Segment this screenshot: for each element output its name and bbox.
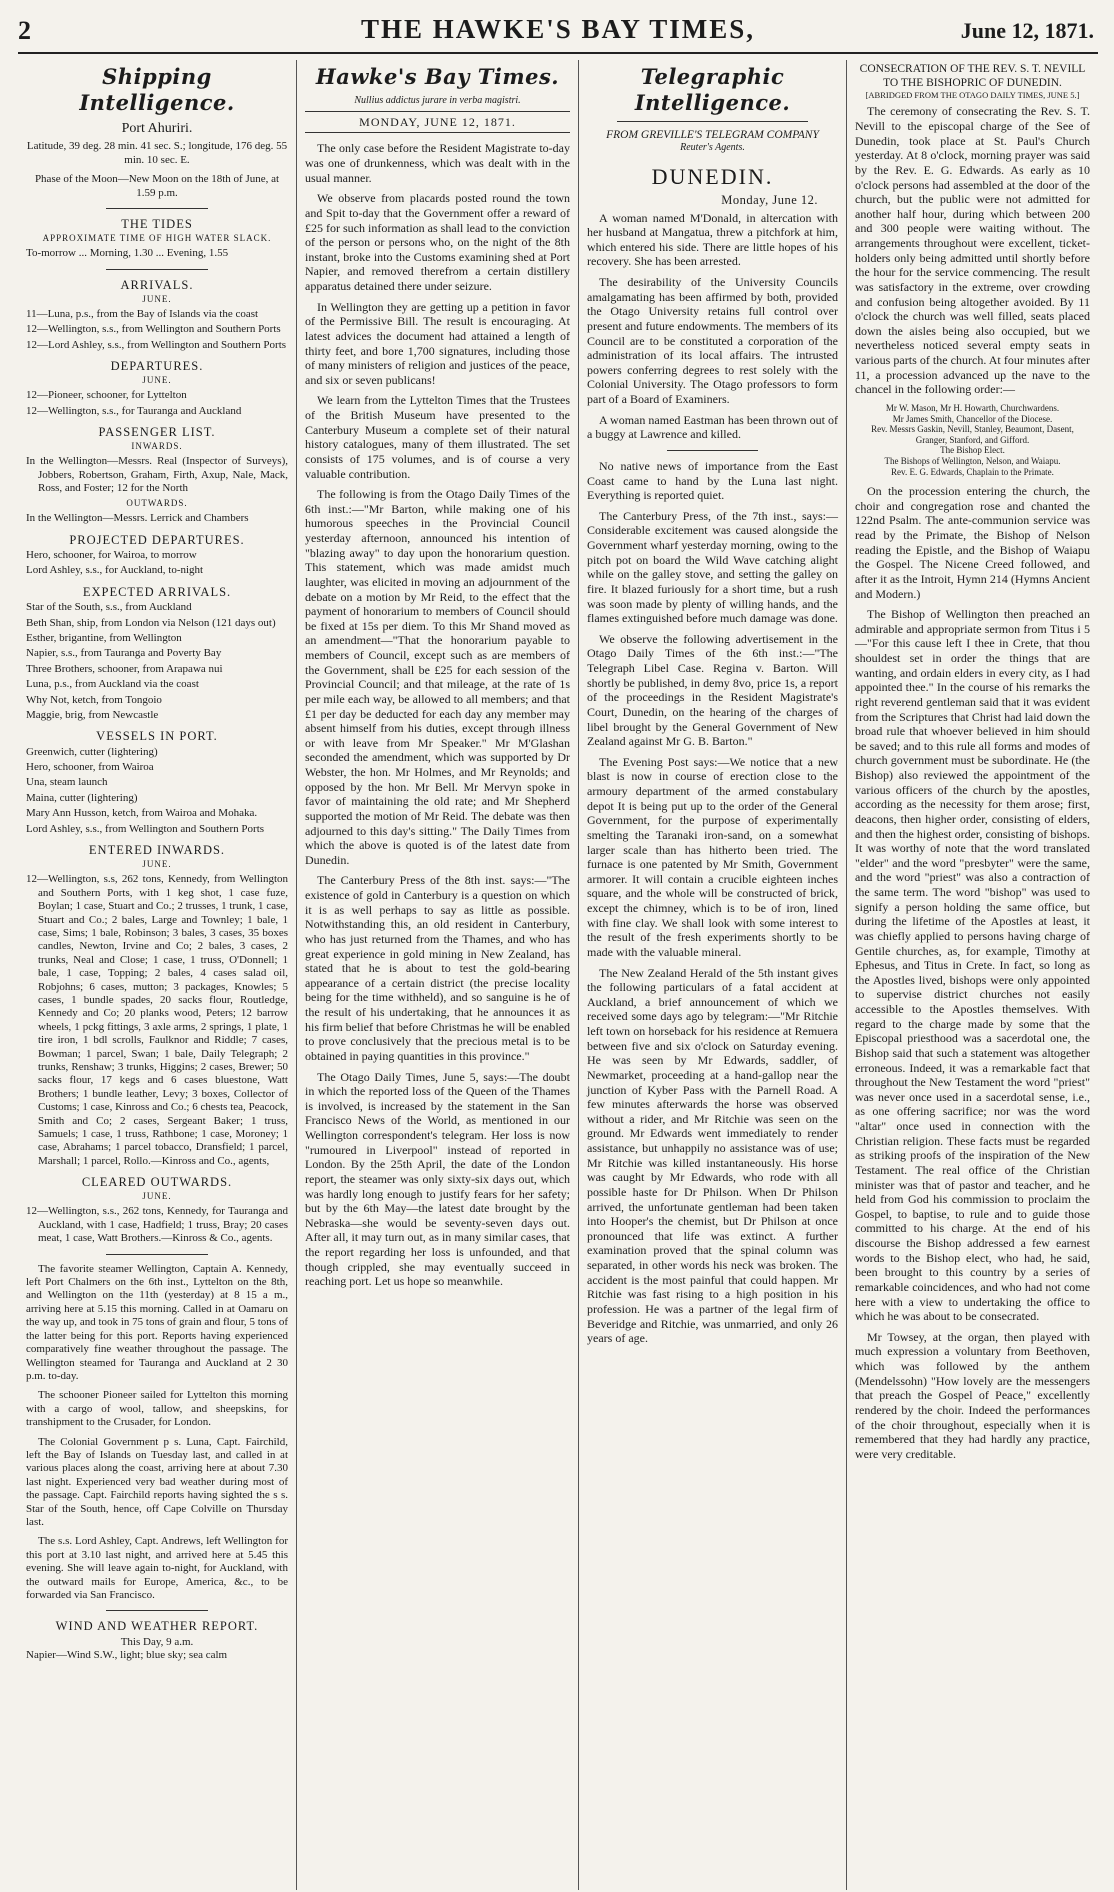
newspaper-title: THE HAWKE'S BAY TIMES, (360, 14, 756, 44)
paragraph: A woman named M'Donald, in altercation with her husband at Mangatua, threw a pitchfork at him, which entered his side. There are little hopes of his recovery. She has been arrested. (587, 210, 838, 269)
departures-month: JUNE. (142, 375, 172, 386)
list-item: Hero, schooner, for Wairoa, to morrow (26, 549, 197, 562)
paragraph: The desirability of the University Councils amalgamating has been affirmed by both, provided the Otago University retains full control over present and future endowments. The members of its Council are to be constituted a corporation of the administration of its local affairs. The intrusted powers conferring degrees to rest solely with the Colonial University. The Otago professors to form part of a Board of Examiners. (587, 275, 838, 406)
paragraph: Mr Towsey, at the organ, then played with much expression a voluntary from Beethoven, which was followed by the anthem (Mendelssohn) "How lovely are the messengers that preach the Gospel of Peace," excellently rendered by the choir. Indeed the performances of the choir throughout, especially when it is remembered that they had hardly any practice, were very creditable. (855, 1329, 1090, 1461)
editorial-dateline: MONDAY, JUNE 12, 1871. (305, 111, 570, 134)
port-position: Latitude, 39 deg. 28 min. 41 sec. S.; longitude, 176 deg. 55 min. 10 sec. E. (26, 140, 288, 166)
list-item: 12—Wellington, s.s., for Tauranga and Auckland (26, 404, 242, 417)
list-item: Rev. E. G. Edwards, Chaplain to the Primate. (891, 466, 1054, 477)
telegram-agents: Reuter's Agents. (680, 142, 745, 154)
shipping-news: The favorite steamer Wellington, Captain A. Kennedy, left Port Chalmers on the 6th inst., Lyttelton on the 8th, and Wellington on the 11th (yesterday) at 8 15 a m., arriving here at 5.15 this morning. Called in at Oamaru on the way up, and took in 75 tons of grain and flour, 5 tons of the latter being for this port. Reports having experienced comparatively fine weather throughout the passage. The Wellington steamed for Tauranga and Auckland at 2 30 p.m. to-day. (26, 1262, 288, 1382)
list-item: Maggie, brig, from Newcastle (26, 708, 159, 721)
column-telegraphic (578, 60, 846, 1890)
list-item: Mr James Smith, Chancellor of the Diocese. (892, 413, 1053, 424)
list-item: Three Brothers, schooner, from Arapawa nui (26, 662, 223, 675)
list-item: Greenwich, cutter (lightering) (26, 745, 158, 758)
procession-list (855, 403, 1090, 477)
list-item: 12—Pioneer, schooner, for Lyttelton (26, 389, 187, 402)
motto: Nullius addictus jurare in verba magistri. (354, 94, 521, 106)
divider (667, 450, 758, 451)
shipping-news: The s.s. Lord Ashley, Capt. Andrews, left Wellington for this port at 3.10 last night, and arrived here at 5.45 this evening. She will leave again to-night, for Auckland, with the outward mails for Europe, America, &c., to be forwarded via San Francisco. (26, 1535, 288, 1602)
list-item: Rev. Messrs Gaskin, Nevill, Stanley, Beaumont, Dasent, Granger, Stanford, and Gifford. (871, 424, 1074, 445)
tides-title: THE TIDES (121, 216, 193, 231)
expected-title: EXPECTED ARRIVALS. (82, 584, 232, 599)
entered-text: 12—Wellington, s.s, 262 tons, Kennedy, from Wellington and Southern Ports, with 1 keg shot, 1 case fuze, Boylan; 1 case, Stuart and Co.; 2 trusses, 1 trunk, 1 case, Stuart and Co.; 2 bales, Large and Townley; 1 bale, 1 case, Sims; 1 bale, Robinson; 3 bales, 3 cases, 35 boxes candles, Newton, Irvine and Co; 2 bales, 3 cases, 2 trunks, Neal and Close; 1 case, 1 truss, O'Donnell; 1 bale, 1 case, Topping; 2 bales, 4 cases salad oil, Robjohns; 6 cases, mutton; 3 packages, Knowles; 5 cases, 1 bundle spades, 20 sacks flour, Routledge, Kennedy and Co; 20 planks wood, Peters; 12 barrow wheels, 1 pckg fittings, 3 axle arms, 2 springs, 1 plate, 1 tire iron, 1 bdl scrolls, Faulknor and Riddle; 7 cases, Bowman; 1 parcel, Swan; 1 bale, Daily Telegraph; 2 trunks, Renshaw; 3 trunks, Higgins; 2 cases, Brewer; 50 sacks flour, 17 kegs and 6 cases bluestone, Watt Brothers; 1 bundle leather, Levy; 3 boxes, Collector of Customs; 1 case, Kinross and Co.; 6 chests tea, Peacock, Smith and Co; 2 cases, Sergeant Baker; 1 truss, Samuels; 1 case, 1 truss, Rathbone; 1 case, Moroney; 1 case, Abrahams; 1 parcel tobacco, Dransfield; 1 parcel, Marshall; 1 parcel, Rollo.—Kinross and Co., agents, (26, 873, 288, 1167)
passenger-out-text: In the Wellington—Messrs. Lerrick and Chambers (26, 512, 249, 525)
list-item: Lord Ashley, s.s., for Auckland, to-night (26, 564, 204, 577)
list-item: Star of the South, s.s., from Auckland (26, 601, 192, 614)
list-item: Napier, s.s., from Tauranga and Poverty Bay (26, 647, 222, 660)
passenger-in-text: In the Wellington—Messrs. Real (Inspector of Surveys), Jobbers, Robertson, Graham, Firth, Axup, Nale, Mack, Ross, and Foster; 12 for the North (26, 455, 288, 495)
list-item: Hero, schooner, from Wairoa (26, 761, 154, 774)
paragraph: The ceremony of consecrating the Rev. S. T. Nevill to the episcopal charge of the See of Dunedin, took place at St. Paul's Church yesterday. At 8 o'clock, morning prayer was said by the Rev. E. G. Edwards. As early as 10 o'clock persons had assembled at the door of the church, but the public were not admitted for another half hour, during which between 200 and 300 people were waiting without. The arrangements throughout were excellent, ticket-holders only being admitted until shortly before the hour for the service commencing. The result was satisfactory in the extreme, over crowding and confusion being altogether avoided. By 11 o'clock the church was well filled, seats placed down the aisles being also occupied, but we nevertheless noticed several empty seats in various parts of the church. At four minutes after 11, a procession advanced up the nave to the chancel in the following order:— (855, 104, 1090, 397)
list-item: 11—Luna, p.s., from the Bay of Islands via the coast (26, 307, 259, 320)
projected-title: PROJECTED DEPARTURES. (69, 532, 245, 547)
telegraphic-heading: Telegraphic Intelligence. (634, 64, 791, 115)
paragraph: In Wellington they are getting up a petition in favor of the Permissive Bill. The result is encouraging. At latest advices the document had attained a length of thirty feet, and bore 1,700 signatures, including those of many ministers of religion and justices of the peace, and six or seven publicans! (305, 299, 570, 387)
paragraph: A woman named Eastman has been thrown out of a buggy at Lawrence and killed. (587, 412, 838, 442)
divider (106, 269, 208, 270)
list-item: Una, steam launch (26, 776, 108, 789)
shipping-heading: Shipping Intelligence. (79, 64, 235, 115)
cleared-text: 12—Wellington, s.s., 262 tons, Kennedy, for Tauranga and Auckland, with 1 case, Hadfield; 1 truss, Bray; 20 cases meat, 1 case, Watt Brothers.—Kinross & Co., agents. (26, 1205, 288, 1245)
list-item: 12—Lord Ashley, s.s., from Wellington and Southern Ports (26, 338, 287, 351)
paragraph: The Otago Daily Times, June 5, says:—The doubt in which the reported loss of the Queen of the Thames is involved, is increased by the statement in the San Francisco News of the World, as mentioned in our Wellington correspondent's telegram. Her loss is now "rumoured in Liverpool" instead of reported in London. By the 25th April, the date of the London report, the steamer was only sixty-six days out, which was hardly long enough to justify fears for her safety; but by the 6th May—the latest date brought by the Nebraska—she would be seventy-seven days out. After all, it may turn out, as in many similar cases, that the report regarding her loss is unfounded, and that though crippled, she may eventually succeed in reaching port. Let us hope so meanwhile. (305, 1069, 570, 1289)
tides-subtitle: APPROXIMATE TIME OF HIGH WATER SLACK. (42, 233, 272, 244)
list-item: Lord Ashley, s.s., from Wellington and Southern Ports (26, 822, 265, 835)
divider (106, 208, 208, 209)
passenger-inwards: INWARDS. (131, 441, 183, 452)
divider (617, 121, 808, 122)
column-consecration (846, 60, 1098, 1890)
list-item: The Bishops of Wellington, Nelson, and Waiapu. (884, 455, 1061, 466)
paragraph: The Canterbury Press, of the 7th inst., says:—Considerable excitement was caused alongside the Government wharf yesterday morning, owing to the pitch pot on board the Wild Wave catching alight while on the galley stove, and setting the galley on fire. It blazed furiously for a short time, but a rush was soon made by plenty of willing hands, and the flames extinguished before much damage was done. (587, 508, 838, 626)
list-item: Mary Ann Husson, ketch, from Wairoa and Mohaka. (26, 807, 258, 820)
list-item: Beth Shan, ship, from London via Nelson (121 days out) (26, 616, 276, 629)
paragraph: We observe the following advertisement in the Otago Daily Times of the 6th inst.:—"The Telegraph Libel Case. Regina v. Barton. Will shortly be published, in demy 8vo, price 1s, a report of the proceedings in the Resident Magistrate's Court, Dunedin, on the hearing of the charges of libel brought by the General Government of New Zealand against Mr G. B. Barton." (587, 631, 838, 749)
divider (106, 1254, 208, 1255)
list-item: The Bishop Elect. (940, 445, 1005, 456)
telegram-date: Monday, June 12. (721, 193, 818, 208)
passenger-title: PASSENGER LIST. (98, 425, 216, 440)
paragraph: The New Zealand Herald of the 5th instant gives the following particulars of a fatal accident at Auckland, a brief announcement of which we received some days ago by telegram:—"Mr Ritchie left town on horseback for his residence at Remuera between five and six o'clock on Saturday evening. He was seen by Mr Edwards, saddler, of Newmarket, proceeding at a hand-gallop near the junction of Kyber Pass with the Parnell Road. A few minutes afterwards the horse was observed without a rider, and Mr Ritchie was seen on the ground. Mr Edwards went immediately to render assistance, but unhappily no assistance was of use; Mr Ritchie was killed instantaneously. His horse was caught by Mr Edwards, who rode with all possible haste for Dr Philson. When Dr Philson arrived, the unfortunate gentleman had been taken into Hooper's the chemist, but Dr Philson at once pronounced that life was extinct. A further examination proved that the spinal column was separated, in other words his neck was broken. The accident is the most painful that could happen. Mr Ritchie was fast rising to a high position in his profession. He was a partner of the legal firm of Beveridge and Ritchie, was unmarried, and only 26 years of age. (587, 965, 838, 1346)
telegram-source: FROM GREVILLE'S TELEGRAM COMPANY (606, 129, 819, 142)
passenger-outwards: OUTWARDS. (126, 498, 188, 509)
port-name: Port Ahuriri. (121, 121, 193, 137)
list-item: 12—Wellington, s.s., from Wellington and Southern Ports (26, 323, 281, 336)
page-number: 2 (18, 16, 31, 45)
paragraph: The Canterbury Press of the 8th inst. says:—"The existence of gold in Canterbury is a question on which it is as well perhaps to say as little as possible. Notwithstanding this, an old resident in Canterbury, who has just returned from the Thames, and who has great experience in gold mining in New Zealand, has stated that he is about to test the gold-bearing appearance of a certain district (the precise locality being for the time withheld), and so sanguine is he of the result of his undertaking, that he announces it as his firm belief that before Christmas he will be enabled to prove conclusively that the precious metal is to be obtained in paying quantities in this province." (305, 873, 570, 1063)
column-editorial (296, 60, 578, 1890)
cleared-month: JUNE. (142, 1191, 172, 1202)
paragraph: We learn from the Lyttelton Times that the Trustees of the British Museum have presented to the Canterbury Museum a complete set of their natural history catalogues, many of them illustrated. The set consists of 175 volumes, and is of course a very valuable contribution. (305, 393, 570, 481)
paragraph: The Bishop of Wellington then preached an admirable and appropriate sermon from Titus i 5—"For this cause left I thee in Crete, that thou shouldest set in order the things that are wanting, and ordain elders in every city, as I had appointed thee." In the course of his remarks the right reverend gentleman said that it was evident from the Scriptures that Christ had laid down the broad rule that whoever believed in him should be saved; and to this rule all forms and modes of church government must be subordinate. He (the Bishop) also reviewed the appointment of the various officers of the church by the apostles, according as the necessity for them arose; first, deacons, then higher order, consisting of elders, and then the highest order, consisting of bishops. It was worthy of note that the word translated "elder" and the word "presbyter" were the same, and the word "priest" was also a contraction of the same term. The word "bishop" was used to signify a person holding the same office, but during the lifetime of the Apostles at least, it was chiefly applied to persons having charge of Gentile churches, as, for example, Timothy at Ephesus, and Titus in Crete. In fact, so long as the Apostles lived, bishops were only appointed to supervise district churches not easily accessible to the Apostles themselves. With regard to the charge made by some that the Episcopal priesthood was a sacerdotal one, the Bishop said that such a statement was altogether erroneous. Indeed, it was a remarkable fact that throughout the New Testament the word "priest" was never once used in a sacerdotal sense, i.e., as one offering sacrifice; nor was the word "altar" once used in connection with the Christian religion. These facts must be regarded as striking proofs of the inspiration of the New Testament. The real office of the Christian minister was that of pastor and teacher, and he held from God his commission to proclaim the Gospel, to baptise, to rule and to guide those committed to his charge. At the end of his discourse the Bishop addressed a few earnest words to the Bishop elect, who had, he said, been brought to this country by a series of remarkable coincidences, and who had not come here with a view to undertaking the office to which he was about to be consecrated. (855, 607, 1090, 1324)
arrivals-month: JUNE. (142, 293, 172, 304)
paragraph: The Evening Post says:—We notice that a new blast is now in course of erection close to the armoury department of the armed constabulary depot It is being put up to the order of the General Government, for the purpose of experimentally smelting the Taranaki iron-sand, on a somewhat larger scale than has hitherto been tried. The furnace is one patented by Mr Smith, Government armorer. It will contain a crucible eighteen inches square, and the whole will be constructed of brick, except the chimney, which is to be of iron, lined with fine clay. We shall look with some interest to the result of the fresh experiments shortly to be made with the valuable mineral. (587, 754, 838, 959)
wind-title: WIND AND WEATHER REPORT. (55, 1619, 259, 1634)
shipping-news: The schooner Pioneer sailed for Lyttelton this morning with a cargo of wool, tallow, and sheepskins, for transhipment to the Crusader, for London. (26, 1389, 288, 1429)
masthead (18, 14, 1098, 54)
divider (106, 1610, 208, 1611)
moon-phase: Phase of the Moon—New Moon on the 18th of June, at 1.59 p.m. (34, 173, 280, 199)
vessels-title: VESSELS IN PORT. (96, 729, 218, 744)
issue-date: June 12, 1871. (960, 18, 1094, 43)
paragraph: The only case before the Resident Magistrate to-day was one of drunkenness, which was dealt with in the usual manner. (305, 141, 570, 185)
departures-title: DEPARTURES. (110, 358, 204, 373)
city-heading: DUNEDIN. (651, 164, 774, 190)
tides-line: To-morrow ... Morning, 1.30 ... Evening, 1.55 (26, 247, 229, 260)
paragraph: No native news of importance from the East Coast came to hand by the Luna last night. Everything is reported quiet. (587, 458, 838, 503)
arrivals-title: ARRIVALS. (120, 277, 194, 292)
wind-line: Napier—Wind S.W., light; blue sky; sea calm (26, 1649, 228, 1662)
paragraph: We observe from placards posted round the town and Spit to-day that the Government offer a reward of £25 for such information as shall lead to the conviction of the person or persons who, on the night of the 8th instant, broke into the Customs examining shed at Port Napier, and removed therefrom a certain distillery apparatus detained there under seizure. (305, 191, 570, 294)
column-shipping (18, 60, 296, 1890)
list-item: Why Not, ketch, from Tongoio (26, 693, 162, 706)
list-item: Esther, brigantine, from Wellington (26, 631, 182, 644)
list-item: Luna, p.s., from Auckland via the coast (26, 678, 199, 691)
columns (18, 60, 1098, 1890)
editorial-heading: Hawke's Bay Times. (315, 64, 560, 89)
wind-date: This Day, 9 a.m. (120, 1635, 194, 1648)
entered-month: JUNE. (142, 859, 172, 870)
list-item: Maina, cutter (lightering) (26, 791, 138, 804)
paragraph: The following is from the Otago Daily Times of the 6th inst.:—"Mr Barton, while making one of his humorous speeches in the Provincial Council yesterday afternoon, announced his intention of "blazing away" to day upon the honorarium question. This statement, which was made amidst much laughter, was elicited in moving an adjournment of the debate on a motion by Mr Reid, to the effect that the payment of honorarium to members of Council should be fixed at 15s per diem. To this Mr Shand moved as an amendment—"That the honorarium payable to members of Council, except such as are members of the Government, shall be £25 for each session of the Provincial Council; and that mileage, at the rate of 1s per mile each way, be allowed to all members; and that £1 per day be deducted for each day any member may absent himself from his duties, except through illness or with leave from Mr Speaker." Mr M'Glashan seconded the amendment, which was supported by Dr Webster, the hon. Mr Holmes, and Mr Reynolds; and opposed by the hon. Mr Bell. Mr Mervyn spoke in favor of maintaining the old rate; and Mr Shepherd supported the motion of Mr Reid. The debate was then adjourned to this day's sitting." The Daily Times from which the above is quoted is of the latest date from Dunedin. (305, 487, 570, 867)
entered-title: ENTERED INWARDS. (88, 843, 226, 858)
shipping-news: The Colonial Government p s. Luna, Capt. Fairchild, left the Bay of Islands on Tuesday last, and called in at various places along the coast, arriving here at about 7.30 last night. Experienced very bad weather during most of the passage. Capt. Fairchild reports having sighted the s s. Star of the South, hence, off Cape Colville on Thursday last. (26, 1435, 288, 1528)
article-subtitle: [ABRIDGED FROM THE OTAGO DAILY TIMES, JUNE 5.] (865, 90, 1080, 101)
cleared-title: CLEARED OUTWARDS. (81, 1175, 233, 1190)
list-item: Mr W. Mason, Mr H. Howarth, Churchwardens. (885, 402, 1060, 413)
paragraph: On the procession entering the church, the choir and congregation rose and chanted the 122nd Psalm. The ante-communion service was read by the Primate, the Bishop of Nelson reading the Epistle, and the Bishop of Waiapu the Gospel. The Nicene Creed followed, and after it as the Introit, Hymn 214 (Hymns Ancient and Modern.) (855, 484, 1090, 601)
article-title: CONSECRATION OF THE REV. S. T. NEVILL TO THE BISHOPRIC OF DUNEDIN. (859, 63, 1086, 90)
